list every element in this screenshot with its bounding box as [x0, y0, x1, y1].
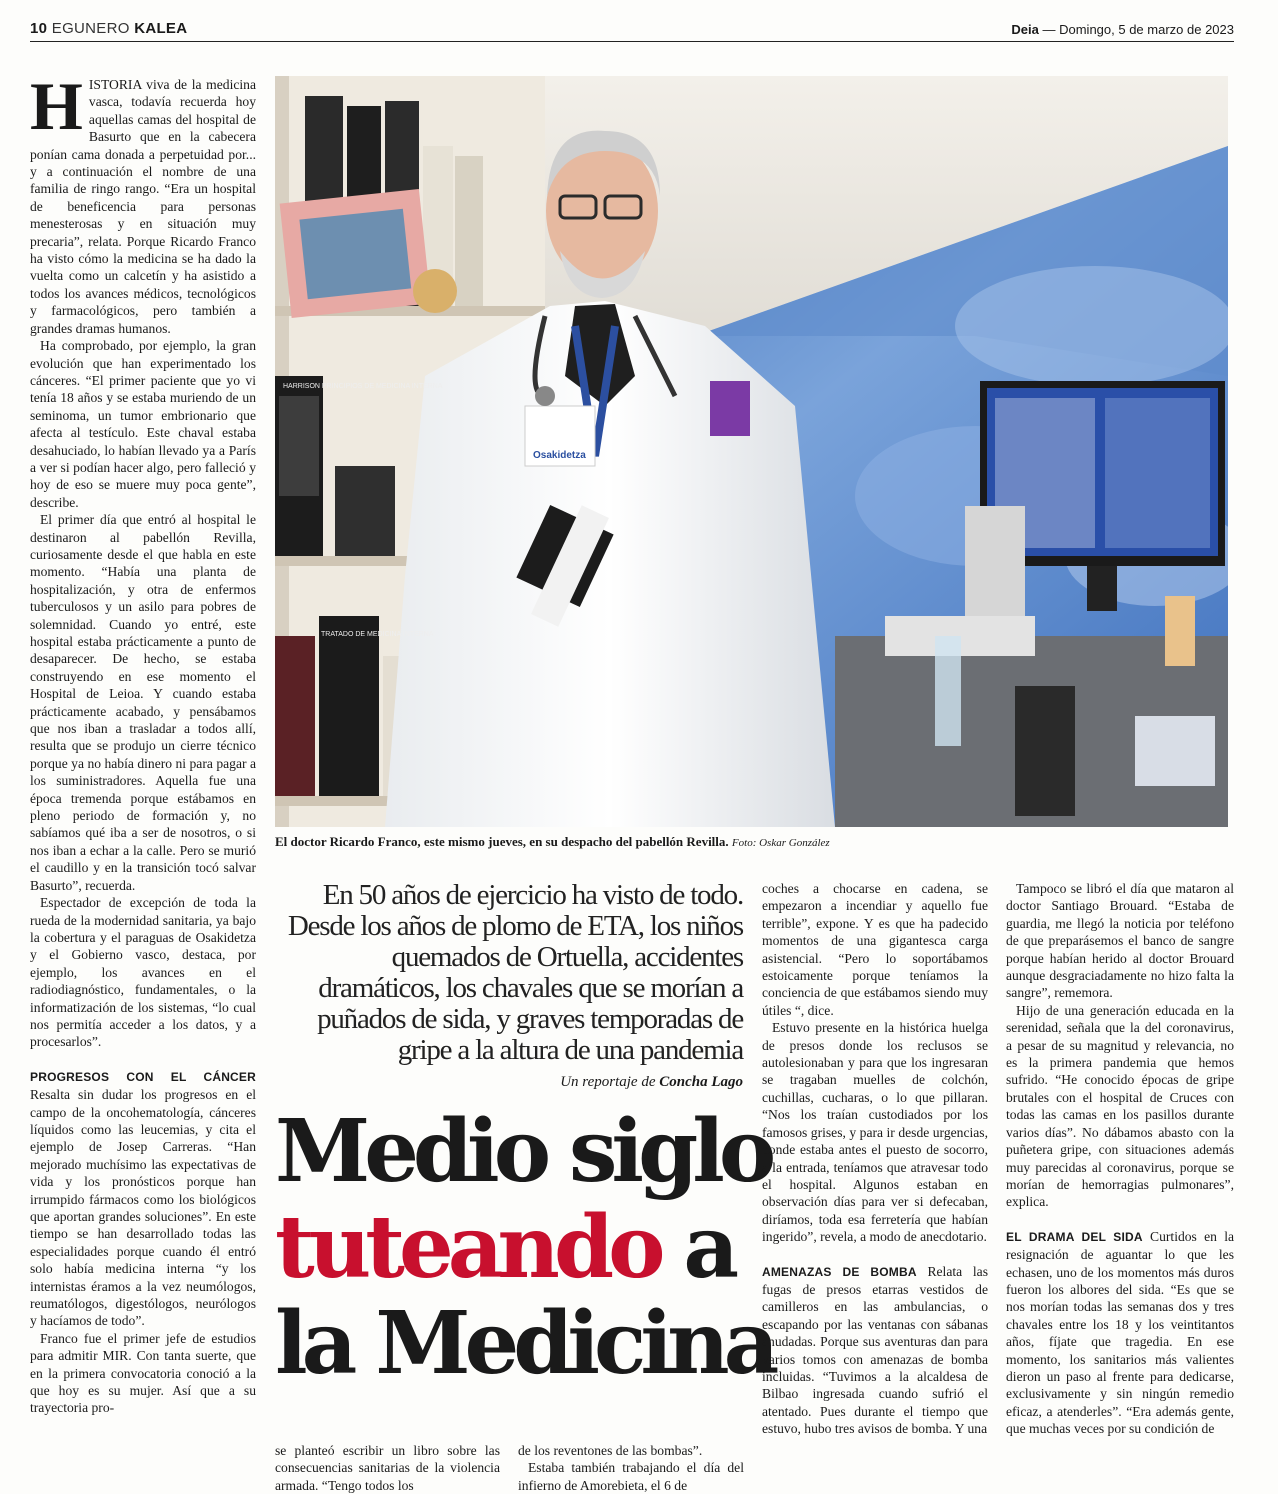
- section-subname: KALEA: [134, 20, 188, 37]
- page-header: [30, 18, 1234, 42]
- paragraph: de los reventones de las bombas”.: [518, 1443, 703, 1458]
- headline-highlight: tuteando: [275, 1197, 660, 1298]
- paragraph: PROGRESOS CON EL CÁNCER Resalta sin dudar los progresos en el campo de la oncohematología, cánceres líquidos como las leucemias, y cita el ejemplo de Josep Carreras. “Han mejorado muchísimo las expectativas de vida y los pronósticos porque han irrumpido fármacos como los biológicos que aportan grandes soluciones”. En este tiempo se han desarrollado todas las especialidades porque cuando él entró solo había medicina interna “y los internistas éramos a la vez neumólogos, reumatólogos, digestólogos, neurólogos y hacíamos de todo”.: [30, 1069, 256, 1329]
- subheading: PROGRESOS CON EL CÁNCER: [30, 1069, 256, 1084]
- paragraph: Franco fue el primer jefe de estudios para admitir MIR. Con tanta suerte, que en la primera convocatoria conoció a la que hoy es su mujer. Así que a su trayectoria pro-: [30, 1330, 256, 1416]
- page-number: 10: [30, 20, 48, 37]
- headline: [275, 1101, 774, 1394]
- paper-date: [1011, 22, 1234, 37]
- paragraph: Tampoco se libró el día que mataron al doctor Santiago Brouard. “Estaba de guardia, me llegó la noticia por teléfono de que preparásemos el banco de sangre porque habían herido al doctor Brouard aunque desgraciadamente no hizo falta la sangre”, rememora.: [1006, 881, 1234, 1001]
- book-spine-text: TRATADO DE MEDICINA INTERNA: [321, 631, 434, 638]
- headline-line: tuteando a: [275, 1197, 734, 1298]
- paragraph: El primer día que entró al hospital le destinaron al pabellón Revilla, curiosamente desde el que habla en este momento. “Había una planta de hospitalización, y otra de enfermos tuberculosos y un asilo para pobres de solemnidad. Cuando yo entré, este hospital estaba prácticamente a punto de desaparecer. De hecho, se estaba construyendo en ese momento el Hospital de Leioa. Y cuando estaba prácticamente acabado, y pensábamos que nos iban a trasladar a todos allí, resulta que se produjo un cierre técnico porque ya no había dinero ni para pagar a los suministradores. Aquella fue una época tremenda porque estábamos en pleno periodo de formación y, no sabíamos qué iba a ser de nosotros, o si nos iban a echar a la calle. Pero se murió el caudillo y en la transición tocó salvar Basurto”, recuerda.: [30, 512, 256, 893]
- paragraph: se planteó escribir un libro sobre las consecuencias sanitarias de la violencia armada. “Tengo todos los: [275, 1443, 500, 1493]
- doctor-photo-illustration: [275, 76, 1228, 827]
- article-column-3: [518, 1442, 744, 1494]
- paragraph: Espectador de excepción de toda la rueda de la modernidad sanitaria, ya bajo la cobertura y el paraguas de Osakidetza y el Gobierno vasco, destaca, por ejemplo, los avances en el radiodiagnóstico, fundamentales, o la informatización de los sistemas, “lo cual nos permitía acceder a los datos, y a procesarlos”.: [30, 895, 256, 1050]
- article-column-1: [30, 68, 256, 1417]
- badge-text: Osakidetza: [533, 450, 586, 461]
- byline: Un reportaje de Concha Lago: [560, 1074, 743, 1090]
- drop-cap: H: [30, 68, 83, 144]
- issue-date: — Domingo, 5 de marzo de 2023: [1042, 22, 1234, 37]
- section-name: EGUNERO: [51, 20, 130, 37]
- paragraph: Estaba también trabajando el día del infierno de Amorebieta, el 6 de: [518, 1460, 744, 1493]
- paragraph: AMENAZAS DE BOMBA Relata las fugas de presos etarras vestidos de camilleros en las ambulancias, o escapando por las ventanas con sábanas anudadas. Porque sus aventuras dan para varios tomos con amenazas de bomba incluidas. “Tuvimos a la alcaldesa de Bilbao ingresada cuando sufrió el atentado. Pues durante el tiempo que estuvo, hubo tres avisos de bomba. Y una: [762, 1263, 988, 1437]
- headline-line: la Medicina: [275, 1293, 774, 1394]
- photo-credit: Foto: Oskar González: [731, 837, 830, 849]
- paragraph: Ha comprobado, por ejemplo, la gran evolución que han experimentado los cánceres. “El primer paciente que yo vi tenía 18 años y se estaba muriendo de un seminoma, un tumor embrionario que afecta al testículo. Este chaval estaba desahuciado, lo habían llevado ya a París a ver si podían hacer algo, pero falleció y hoy de eso se muere muy poca gente”, describe.: [30, 338, 256, 510]
- subheading: AMENAZAS DE BOMBA: [762, 1264, 917, 1279]
- subheading: EL DRAMA DEL SIDA: [1006, 1229, 1143, 1244]
- paragraph: Hijo de una generación educada en la serenidad, señala que la del coronavirus, a pesar de su magnitud y relevancia, no es la primera pandemia que hemos sufrido. “He conocido épocas de gripe brutales con el hospital de Cruces con todas las camas en los pasillos durante varios días”. No dábamos abasto con la puñetera gripe, con situaciones además muy parecidas al coronavirus, porque se morían de hemorragias pulmonares”, explica.: [1006, 1002, 1234, 1210]
- paper-name: Deia: [1011, 22, 1039, 37]
- lead-paragraph: HISTORIA viva de la medicina vasca, todavía recuerda hoy aquellas camas del hospital de Basurto que en la cabecera ponían cama donada a perpetuidad por... y a continuación el nombre de una familia de ringo rango. “Era un hospital de beneficencia para personas menesterosas y en situación muy precaria”, relata. Porque Ricardo Franco ha visto cómo la medicina se ha dado la vuelta como un calcetín y ha asistido a todos los avances médicos, tecnológicos y farmacológicos, pero también a grandes dramas humanos.: [30, 68, 256, 336]
- article-column-2: [275, 1442, 500, 1494]
- paragraph: Estuvo presente en la histórica huelga de presos donde los reclusos se autolesionaban y para que los ingresaran se tragaban muelles de colchón, cuchillas, cucharas, o lo que pillaran. “Nos los traían custodiados por los famosos grises, y para ir desde urgencias, donde estaba antes el puesto de socorro, a la entrada, teníamos que atravesar todo el hospital. Algunos estaban en observación días para ver si defecaban, diríamos, toda esa ferretería que habían ingerido”, revela, a modo de anecdotario.: [762, 1020, 988, 1245]
- book-spine-text: HARRISON PRINCIPIOS DE MEDICINA INTERNA: [283, 383, 443, 390]
- article-column-5: [1006, 880, 1234, 1438]
- photo-caption: El doctor Ricardo Franco, este mismo jueves, en su despacho del pabellón Revilla. Foto: Oskar González: [275, 834, 830, 849]
- section-header: [30, 20, 187, 37]
- standfirst: En 50 años de ejercicio ha visto de todo. Desde los años de plomo de ETA, los niños quemados de Ortuella, accidentes dramáticos, los chavales que se morían a puñados de sida, y graves temporadas de gripe a la altura de una pandemia: [287, 879, 743, 1066]
- paragraph: EL DRAMA DEL SIDA Curtidos en la resignación de aguantar lo que les echasen, uno de los momentos más duros fueron los albores del sida. “Es que se nos morían todas las semanas dos y tres chavales entre los 18 y los veintitantos años, fíjate que tragedia. En ese momento, los sanitarios más valientes dieron un paso al frente para dedicarse, exclusivamente y sin ningún remedio eficaz, a atenderles”. “Era además gente, que muchas veces por su condición de: [1006, 1228, 1235, 1437]
- paragraph: coches a chocarse en cadena, se empezaron a incendiar y aquello fue terrible”, expone. Y es que ha padecido momentos de una gigantesca carga asistencial. “Pero lo soportábamos estoicamente porque teníamos la conciencia de que estábamos siendo muy útiles “, dice.: [762, 881, 988, 1018]
- article-photo: [275, 76, 1228, 827]
- author-name: Concha Lago: [659, 1074, 743, 1090]
- article-column-4: [762, 880, 988, 1438]
- headline-line: Medio siglo: [275, 1101, 771, 1202]
